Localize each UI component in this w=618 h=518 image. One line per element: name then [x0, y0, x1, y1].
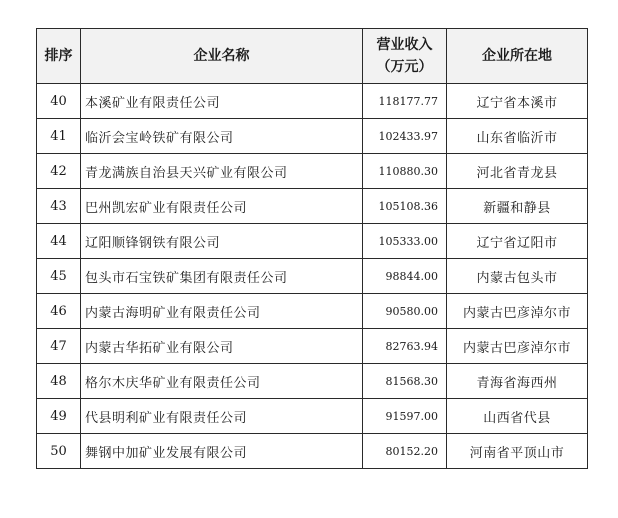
table-row	[37, 399, 588, 434]
revenue-cell: 110880.30	[363, 154, 447, 189]
rank-cell: 45	[37, 259, 81, 294]
rank-cell: 44	[37, 224, 81, 259]
table-row	[37, 434, 588, 469]
revenue-cell: 118177.77	[363, 84, 447, 119]
rank-cell: 46	[37, 294, 81, 329]
table-row	[37, 154, 588, 189]
table-row	[37, 224, 588, 259]
company-name-cell: 辽阳顺锋钢铁有限公司	[81, 224, 363, 259]
table-row	[37, 364, 588, 399]
company-name-cell: 代县明利矿业有限责任公司	[81, 399, 363, 434]
revenue-cell: 98844.00	[363, 259, 447, 294]
header-row	[37, 29, 588, 84]
rank-cell: 40	[37, 84, 81, 119]
location-cell: 内蒙古巴彦淖尔市	[447, 294, 588, 329]
location-cell: 河南省平顶山市	[447, 434, 588, 469]
revenue-cell: 102433.97	[363, 119, 447, 154]
header-name: 企业名称	[81, 29, 363, 84]
revenue-cell: 91597.00	[363, 399, 447, 434]
location-cell: 辽宁省辽阳市	[447, 224, 588, 259]
company-name-cell: 本溪矿业有限责任公司	[81, 84, 363, 119]
revenue-cell: 105108.36	[363, 189, 447, 224]
revenue-cell: 81568.30	[363, 364, 447, 399]
location-cell: 新疆和静县	[447, 189, 588, 224]
rank-cell: 50	[37, 434, 81, 469]
revenue-cell: 90580.00	[363, 294, 447, 329]
revenue-cell: 105333.00	[363, 224, 447, 259]
table-row	[37, 189, 588, 224]
header-rank: 排序	[37, 29, 81, 84]
location-cell: 河北省青龙县	[447, 154, 588, 189]
location-cell: 内蒙古巴彦淖尔市	[447, 329, 588, 364]
rank-cell: 48	[37, 364, 81, 399]
company-name-cell: 巴州凯宏矿业有限责任公司	[81, 189, 363, 224]
revenue-cell: 80152.20	[363, 434, 447, 469]
company-name-cell: 包头市石宝铁矿集团有限责任公司	[81, 259, 363, 294]
table-row	[37, 84, 588, 119]
header-revenue-line2: （万元）	[376, 59, 433, 75]
table-row	[37, 329, 588, 364]
location-cell: 辽宁省本溪市	[447, 84, 588, 119]
location-cell: 内蒙古包头市	[447, 259, 588, 294]
rank-cell: 43	[37, 189, 81, 224]
location-cell: 青海省海西州	[447, 364, 588, 399]
location-cell: 山东省临沂市	[447, 119, 588, 154]
table-row	[37, 259, 588, 294]
location-cell: 山西省代县	[447, 399, 588, 434]
table-row	[37, 294, 588, 329]
rank-cell: 49	[37, 399, 81, 434]
header-revenue-line1: 营业收入	[376, 37, 433, 53]
header-revenue	[363, 29, 447, 84]
revenue-cell: 82763.94	[363, 329, 447, 364]
enterprise-ranking-table	[36, 28, 588, 469]
company-name-cell: 青龙满族自治县天兴矿业有限公司	[81, 154, 363, 189]
rank-cell: 42	[37, 154, 81, 189]
company-name-cell: 临沂会宝岭铁矿有限公司	[81, 119, 363, 154]
header-location: 企业所在地	[447, 29, 588, 84]
company-name-cell: 舞钢中加矿业发展有限公司	[81, 434, 363, 469]
rank-cell: 47	[37, 329, 81, 364]
rank-cell: 41	[37, 119, 81, 154]
company-name-cell: 内蒙古华拓矿业有限公司	[81, 329, 363, 364]
table-row	[37, 119, 588, 154]
company-name-cell: 内蒙古海明矿业有限责任公司	[81, 294, 363, 329]
company-name-cell: 格尔木庆华矿业有限责任公司	[81, 364, 363, 399]
